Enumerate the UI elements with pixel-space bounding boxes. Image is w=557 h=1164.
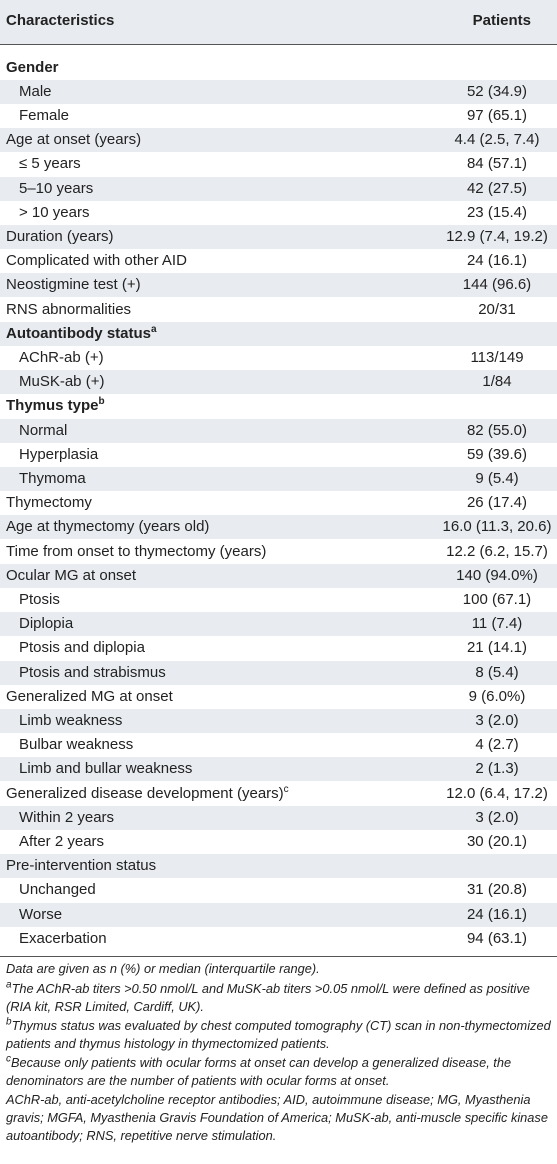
table-row bbox=[0, 298, 557, 322]
table-row bbox=[0, 588, 557, 612]
table-row bbox=[0, 661, 557, 685]
table-row bbox=[0, 370, 557, 394]
row-label: Autoantibody status$^a$ bbox=[6, 323, 157, 342]
row-value: 2 (1.3) bbox=[475, 760, 519, 778]
table-row bbox=[0, 56, 557, 80]
footnote-marker: b bbox=[98, 396, 105, 408]
table-row bbox=[0, 564, 557, 588]
row-label: Generalized MG at onset bbox=[6, 687, 173, 705]
row-value: 23 (15.4) bbox=[466, 203, 528, 221]
row-value: 97 (65.1) bbox=[466, 106, 528, 124]
table-row bbox=[0, 467, 557, 491]
row-label: Within 2 years bbox=[19, 808, 115, 826]
row-label: Ptosis bbox=[19, 590, 60, 608]
table-row bbox=[0, 322, 557, 346]
table-row bbox=[0, 177, 557, 201]
table-row bbox=[0, 830, 557, 854]
table-row bbox=[0, 782, 557, 806]
row-value: 24 (16.1) bbox=[466, 905, 528, 923]
row-value: 84 (57.1) bbox=[466, 155, 528, 173]
header-rule bbox=[0, 44, 557, 45]
table-row bbox=[0, 854, 557, 878]
footnote-a: $^a$The AChR-ab titers >0.50 nmol/L and MuSK-ab titers >0.05 nmol/L were defined as positive (RIA kit, RSR Limited, Cardiff, UK). bbox=[6, 979, 530, 1014]
row-value: 4 (2.7) bbox=[475, 736, 519, 754]
table-row bbox=[0, 491, 557, 515]
row-value: 94 (63.1) bbox=[466, 929, 528, 947]
row-label: Normal bbox=[19, 421, 68, 439]
row-value: 52 (34.9) bbox=[466, 82, 528, 100]
footnote-marker: c bbox=[283, 783, 289, 795]
row-value: 20/31 bbox=[478, 300, 516, 318]
row-value: 12.2 (6.2, 15.7) bbox=[446, 542, 548, 560]
footnote-b: $^b$Thymus status was evaluated by chest computed tomography (CT) scan in non-thymectomized patients and thymus histology in thymectomized patients. bbox=[6, 1016, 551, 1051]
row-value: 100 (67.1) bbox=[462, 590, 532, 608]
table-row bbox=[0, 540, 557, 564]
row-label: ≤ 5 years bbox=[19, 155, 81, 173]
table-row bbox=[0, 757, 557, 781]
header-characteristics: Characteristics bbox=[6, 12, 115, 29]
row-label: MuSK-ab (+) bbox=[19, 373, 105, 391]
row-value: 9 (5.4) bbox=[475, 469, 519, 487]
row-label: Ptosis and diplopia bbox=[19, 639, 145, 657]
table-row bbox=[0, 806, 557, 830]
row-label: Ptosis and strabismus bbox=[19, 663, 166, 681]
row-value: 3 (2.0) bbox=[475, 808, 519, 826]
table-row bbox=[0, 394, 557, 418]
row-value: 12.0 (6.4, 17.2) bbox=[446, 784, 548, 802]
row-label: > 10 years bbox=[19, 203, 90, 221]
row-label: Bulbar weakness bbox=[19, 736, 134, 754]
row-label: Exacerbation bbox=[19, 929, 107, 947]
row-value: 16.0 (11.3, 20.6) bbox=[442, 518, 552, 536]
row-label: Pre-intervention status bbox=[6, 857, 157, 875]
row-value: 30 (20.1) bbox=[466, 832, 528, 850]
table-row bbox=[0, 927, 557, 951]
row-label: Worse bbox=[19, 905, 63, 923]
row-label: Thymectomy bbox=[6, 494, 92, 512]
row-label: Limb and bullar weakness bbox=[19, 760, 193, 778]
table-row bbox=[0, 128, 557, 152]
row-value: 144 (96.6) bbox=[462, 276, 532, 294]
row-value: 12.9 (7.4, 19.2) bbox=[446, 227, 548, 245]
table-row bbox=[0, 419, 557, 443]
table-row bbox=[0, 346, 557, 370]
row-label: After 2 years bbox=[19, 832, 105, 850]
row-value: 4.4 (2.5, 7.4) bbox=[454, 131, 540, 149]
table-row bbox=[0, 515, 557, 539]
table-row bbox=[0, 709, 557, 733]
footnote-c: $^c$Because only patients with ocular forms at onset can develop a generalized disease, the denominators are the number of patients with ocular forms at onset. bbox=[6, 1053, 512, 1088]
row-label: Age at onset (years) bbox=[6, 131, 142, 149]
table-row bbox=[0, 685, 557, 709]
row-label: Ocular MG at onset bbox=[6, 566, 137, 584]
row-value: 3 (2.0) bbox=[475, 711, 519, 729]
row-label: Generalized disease development (years)$^c$ bbox=[6, 783, 289, 802]
row-value: 8 (5.4) bbox=[475, 663, 519, 681]
row-value: 140 (94.0%) bbox=[456, 566, 538, 584]
row-value: 82 (55.0) bbox=[466, 421, 528, 439]
row-value: 9 (6.0%) bbox=[468, 687, 526, 705]
row-value: 11 (7.4) bbox=[471, 615, 523, 633]
row-label: Neostigmine test (+) bbox=[6, 276, 141, 294]
row-value: 21 (14.1) bbox=[466, 639, 528, 657]
row-value: 1/84 bbox=[482, 373, 512, 391]
row-label: 5–10 years bbox=[19, 179, 94, 197]
row-label: Time from onset to thymectomy (years) bbox=[6, 542, 267, 560]
row-label: Complicated with other AID bbox=[6, 252, 187, 270]
table-row bbox=[0, 612, 557, 636]
table-row bbox=[0, 903, 557, 927]
table-row bbox=[0, 249, 557, 273]
table-row bbox=[0, 733, 557, 757]
row-label: Duration (years) bbox=[6, 227, 114, 245]
table-row bbox=[0, 225, 557, 249]
row-value: 26 (17.4) bbox=[466, 494, 528, 512]
row-value: 24 (16.1) bbox=[466, 252, 528, 270]
table-row bbox=[0, 104, 557, 128]
table-row bbox=[0, 80, 557, 104]
row-value: 59 (39.6) bbox=[466, 445, 528, 463]
row-label: AChR-ab (+) bbox=[19, 348, 104, 366]
table-row bbox=[0, 443, 557, 467]
footnote-general: Data are given as n (%) or median (interquartile range). bbox=[6, 961, 320, 976]
row-label: Limb weakness bbox=[19, 711, 123, 729]
header-patients: Patients bbox=[472, 12, 531, 29]
row-label: Hyperplasia bbox=[19, 445, 99, 463]
row-label: Male bbox=[19, 82, 52, 100]
row-label: Age at thymectomy (years old) bbox=[6, 518, 210, 536]
row-value: 31 (20.8) bbox=[466, 881, 528, 899]
row-value: 113/149 bbox=[470, 348, 524, 366]
row-label: RNS abnormalities bbox=[6, 300, 132, 318]
row-label: Gender bbox=[6, 58, 59, 76]
row-label: Diplopia bbox=[19, 615, 74, 633]
table-row bbox=[0, 636, 557, 660]
row-label: Female bbox=[19, 106, 70, 124]
table-bottom-rule bbox=[0, 956, 557, 957]
footnote-marker: a bbox=[151, 323, 157, 335]
footnote-abbreviations: AChR-ab, anti-acetylcholine receptor antibodies; AID, autoimmune disease; MG, Myasthenia gravis; MGFA, Myasthenia Gravis Foundation of America; MuSK-ab, anti-muscle specific kinase autoantibody; RNS, repetitive nerve stimulation. bbox=[6, 1092, 548, 1143]
row-value: 42 (27.5) bbox=[466, 179, 528, 197]
table-row bbox=[0, 201, 557, 225]
table-header bbox=[0, 0, 557, 44]
row-label: Thymus type$^b$ bbox=[6, 396, 105, 415]
row-label: Unchanged bbox=[19, 881, 96, 899]
table-row bbox=[0, 152, 557, 176]
table-row bbox=[0, 878, 557, 902]
row-label: Thymoma bbox=[19, 469, 86, 487]
table-row bbox=[0, 273, 557, 297]
